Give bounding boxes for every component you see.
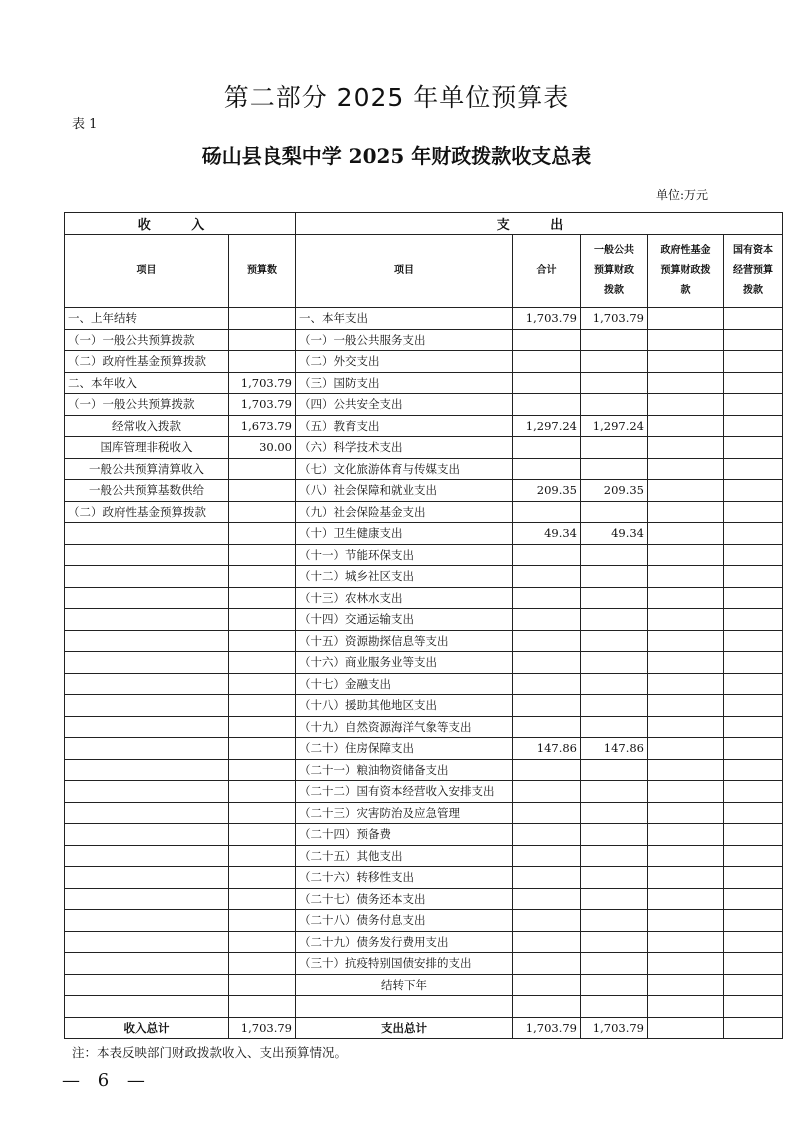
total-cell (513, 716, 581, 738)
income-item-cell: （一）一般公共预算拨款 (65, 394, 229, 416)
col-total: 合计 (513, 235, 581, 308)
general-budget-cell (581, 888, 648, 910)
income-budget-cell (229, 931, 296, 953)
general-budget-cell (581, 824, 648, 846)
table-row (65, 609, 783, 631)
general-budget-cell (581, 802, 648, 824)
table-row (65, 437, 783, 459)
gov-fund-cell (648, 630, 724, 652)
table-row (65, 480, 783, 502)
total-cell (513, 630, 581, 652)
total-cell (513, 824, 581, 846)
income-budget-cell (229, 609, 296, 631)
income-item-cell (65, 953, 229, 975)
total-cell (513, 587, 581, 609)
income-budget-cell (229, 716, 296, 738)
expense-item-cell: （三）国防支出 (296, 372, 513, 394)
income-budget-cell (229, 544, 296, 566)
total-cell (513, 888, 581, 910)
gov-fund-total (648, 1017, 724, 1039)
gov-fund-cell (648, 738, 724, 760)
total-cell (513, 781, 581, 803)
expense-item-cell: （二十八）债务付息支出 (296, 910, 513, 932)
income-budget-cell (229, 888, 296, 910)
expense-item-cell: （二）外交支出 (296, 351, 513, 373)
income-budget-cell (229, 824, 296, 846)
income-item-cell (65, 695, 229, 717)
gov-fund-cell (648, 308, 724, 330)
general-budget-cell (581, 329, 648, 351)
general-budget-cell (581, 953, 648, 975)
gov-fund-cell (648, 480, 724, 502)
state-capital-cell (724, 845, 783, 867)
state-capital-cell (724, 695, 783, 717)
gov-fund-cell (648, 802, 724, 824)
income-item-cell (65, 802, 229, 824)
state-capital-cell (724, 394, 783, 416)
gov-fund-cell (648, 716, 724, 738)
col-general-budget: 一般公共预算财政拨款 (581, 235, 648, 308)
general-budget-cell (581, 372, 648, 394)
expense-item-cell: （十九）自然资源海洋气象等支出 (296, 716, 513, 738)
income-budget-cell (229, 673, 296, 695)
total-cell: 147.86 (513, 738, 581, 760)
table-row (65, 630, 783, 652)
gov-fund-cell (648, 609, 724, 631)
income-item-cell (65, 566, 229, 588)
income-item-cell: 一般公共预算基数供给 (65, 480, 229, 502)
income-item-cell: （二）政府性基金预算拨款 (65, 351, 229, 373)
table-row (65, 996, 783, 1018)
income-budget-cell (229, 781, 296, 803)
state-capital-cell (724, 523, 783, 545)
income-item-cell (65, 824, 229, 846)
gov-fund-cell (648, 523, 724, 545)
income-budget-cell (229, 630, 296, 652)
gov-fund-cell (648, 458, 724, 480)
income-item-cell (65, 781, 229, 803)
state-capital-cell (724, 329, 783, 351)
income-budget-cell (229, 845, 296, 867)
income-budget-cell (229, 996, 296, 1018)
expense-section-header: 支 出 (296, 213, 783, 235)
general-budget-cell: 1,703.79 (581, 308, 648, 330)
total-cell (513, 458, 581, 480)
expense-item-cell: （三十）抗疫特别国债安排的支出 (296, 953, 513, 975)
general-budget-cell: 49.34 (581, 523, 648, 545)
income-budget-cell (229, 910, 296, 932)
gov-fund-cell (648, 953, 724, 975)
expense-item-cell: （十五）资源勘探信息等支出 (296, 630, 513, 652)
total-cell: 49.34 (513, 523, 581, 545)
section-header-row (65, 213, 783, 235)
state-capital-cell (724, 566, 783, 588)
table-row (65, 695, 783, 717)
gov-fund-cell (648, 351, 724, 373)
table-number: 表 1 (72, 117, 98, 132)
general-budget-cell (581, 458, 648, 480)
total-cell (513, 437, 581, 459)
income-budget-cell (229, 351, 296, 373)
general-budget-cell (581, 351, 648, 373)
expense-item-cell: （十）卫生健康支出 (296, 523, 513, 545)
gov-fund-cell (648, 867, 724, 889)
income-item-cell (65, 523, 229, 545)
income-budget-cell (229, 523, 296, 545)
general-budget-cell: 147.86 (581, 738, 648, 760)
state-capital-cell (724, 351, 783, 373)
gov-fund-cell (648, 566, 724, 588)
general-budget-cell (581, 501, 648, 523)
general-budget-cell (581, 566, 648, 588)
income-section-header: 收 入 (65, 213, 296, 235)
expense-item-cell: （十六）商业服务业等支出 (296, 652, 513, 674)
expense-item-cell: （七）文化旅游体育与传媒支出 (296, 458, 513, 480)
expense-item-cell: （二十四）预备费 (296, 824, 513, 846)
expense-item-cell: （八）社会保障和就业支出 (296, 480, 513, 502)
general-budget-cell (581, 652, 648, 674)
total-cell (513, 566, 581, 588)
income-budget-cell (229, 458, 296, 480)
total-cell (513, 953, 581, 975)
table-row (65, 458, 783, 480)
table-row (65, 845, 783, 867)
income-budget-cell: 1,703.79 (229, 372, 296, 394)
general-budget-cell (581, 759, 648, 781)
expense-item-cell: 一、本年支出 (296, 308, 513, 330)
unit-label: 单位:万元 (656, 188, 709, 202)
state-capital-cell (724, 501, 783, 523)
income-item-cell (65, 996, 229, 1018)
general-budget-cell (581, 630, 648, 652)
state-capital-cell (724, 630, 783, 652)
general-budget-cell (581, 996, 648, 1018)
general-budget-cell (581, 587, 648, 609)
income-budget-cell (229, 802, 296, 824)
gov-fund-cell (648, 673, 724, 695)
state-capital-total (724, 1017, 783, 1039)
table-row (65, 652, 783, 674)
income-budget-cell (229, 587, 296, 609)
income-budget-cell (229, 480, 296, 502)
state-capital-cell (724, 609, 783, 631)
total-cell (513, 845, 581, 867)
income-item-cell: 一般公共预算清算收入 (65, 458, 229, 480)
col-expense-item: 项目 (296, 235, 513, 308)
table-row (65, 931, 783, 953)
state-capital-cell (724, 372, 783, 394)
expense-item-cell: （十一）节能环保支出 (296, 544, 513, 566)
income-budget-cell (229, 501, 296, 523)
table-row (65, 910, 783, 932)
general-budget-cell (581, 695, 648, 717)
income-budget-cell: 1,703.79 (229, 394, 296, 416)
total-cell (513, 673, 581, 695)
table-title: 砀山县良梨中学 2025 年财政拨款收支总表 (201, 144, 592, 168)
state-capital-cell (724, 587, 783, 609)
table-row (65, 415, 783, 437)
expense-item-cell: （九）社会保险基金支出 (296, 501, 513, 523)
income-total-value: 1,703.79 (229, 1017, 296, 1039)
total-cell: 1,703.79 (513, 308, 581, 330)
expense-item-cell: （二十三）灾害防治及应急管理 (296, 802, 513, 824)
col-income-budget: 预算数 (229, 235, 296, 308)
income-budget-cell (229, 652, 296, 674)
gov-fund-cell (648, 910, 724, 932)
total-cell (513, 867, 581, 889)
table-row (65, 394, 783, 416)
gov-fund-cell (648, 845, 724, 867)
income-item-cell (65, 544, 229, 566)
general-budget-cell (581, 781, 648, 803)
expense-item-cell: （四）公共安全支出 (296, 394, 513, 416)
income-item-cell (65, 738, 229, 760)
state-capital-cell (724, 544, 783, 566)
gov-fund-cell (648, 437, 724, 459)
income-item-cell (65, 673, 229, 695)
income-budget-cell (229, 329, 296, 351)
table-row (65, 329, 783, 351)
table-row (65, 888, 783, 910)
expense-item-cell: （二十九）债务发行费用支出 (296, 931, 513, 953)
total-cell: 1,297.24 (513, 415, 581, 437)
state-capital-cell (724, 931, 783, 953)
gov-fund-cell (648, 587, 724, 609)
expense-item-cell: （十七）金融支出 (296, 673, 513, 695)
table-row (65, 566, 783, 588)
table-row (65, 501, 783, 523)
state-capital-cell (724, 480, 783, 502)
expense-item-cell: （二十）住房保障支出 (296, 738, 513, 760)
total-cell (513, 910, 581, 932)
general-budget-total: 1,703.79 (581, 1017, 648, 1039)
gov-fund-cell (648, 329, 724, 351)
total-cell (513, 996, 581, 1018)
expense-item-cell: （六）科学技术支出 (296, 437, 513, 459)
budget-table (64, 212, 783, 1039)
total-cell (513, 695, 581, 717)
gov-fund-cell (648, 544, 724, 566)
general-budget-cell (581, 673, 648, 695)
income-item-cell: 二、本年收入 (65, 372, 229, 394)
total-cell (513, 931, 581, 953)
income-item-cell (65, 974, 229, 996)
table-row (65, 523, 783, 545)
general-budget-cell (581, 609, 648, 631)
income-budget-cell (229, 566, 296, 588)
general-budget-cell (581, 716, 648, 738)
gov-fund-cell (648, 931, 724, 953)
general-budget-cell (581, 544, 648, 566)
total-cell (513, 372, 581, 394)
total-cell (513, 544, 581, 566)
income-budget-cell (229, 308, 296, 330)
total-cell (513, 394, 581, 416)
table-row (65, 824, 783, 846)
page-title: 第二部分 2025 年单位预算表 (223, 83, 570, 112)
state-capital-cell (724, 910, 783, 932)
col-gov-fund: 政府性基金预算财政拨款 (648, 235, 724, 308)
income-item-cell (65, 652, 229, 674)
state-capital-cell (724, 652, 783, 674)
gov-fund-cell (648, 759, 724, 781)
general-budget-cell: 209.35 (581, 480, 648, 502)
total-cell (513, 802, 581, 824)
total-cell (513, 759, 581, 781)
col-state-capital: 国有资本经营预算拨款 (724, 235, 783, 308)
expense-item-cell: （二十五）其他支出 (296, 845, 513, 867)
general-budget-cell (581, 910, 648, 932)
income-item-cell (65, 867, 229, 889)
expense-total-label: 支出总计 (296, 1017, 513, 1039)
gov-fund-cell (648, 695, 724, 717)
gov-fund-cell (648, 394, 724, 416)
state-capital-cell (724, 437, 783, 459)
general-budget-cell (581, 845, 648, 867)
income-item-cell (65, 630, 229, 652)
expense-item-cell: 结转下年 (296, 974, 513, 996)
table-row (65, 974, 783, 996)
table-row (65, 351, 783, 373)
state-capital-cell (724, 996, 783, 1018)
general-budget-cell: 1,297.24 (581, 415, 648, 437)
total-cell (513, 609, 581, 631)
gov-fund-cell (648, 501, 724, 523)
income-budget-cell (229, 695, 296, 717)
general-budget-cell (581, 974, 648, 996)
state-capital-cell (724, 888, 783, 910)
table-row (65, 372, 783, 394)
income-budget-cell (229, 759, 296, 781)
income-item-cell: 经常收入拨款 (65, 415, 229, 437)
income-budget-cell: 1,673.79 (229, 415, 296, 437)
income-item-cell (65, 910, 229, 932)
table-row (65, 953, 783, 975)
state-capital-cell (724, 458, 783, 480)
table-row (65, 716, 783, 738)
table-row (65, 781, 783, 803)
income-total-label: 收入总计 (65, 1017, 229, 1039)
income-budget-cell (229, 738, 296, 760)
total-cell: 209.35 (513, 480, 581, 502)
gov-fund-cell (648, 888, 724, 910)
col-income-item: 项目 (65, 235, 229, 308)
expense-item-cell: （五）教育支出 (296, 415, 513, 437)
table-body (65, 213, 783, 1039)
expense-item-cell: （一）一般公共服务支出 (296, 329, 513, 351)
gov-fund-cell (648, 415, 724, 437)
income-item-cell: 国库管理非税收入 (65, 437, 229, 459)
income-item-cell (65, 609, 229, 631)
income-budget-cell (229, 953, 296, 975)
table-row (65, 673, 783, 695)
general-budget-cell (581, 394, 648, 416)
state-capital-cell (724, 802, 783, 824)
income-item-cell (65, 587, 229, 609)
table-note: 注：本表反映部门财政拨款收入、支出预算情况。 (72, 1045, 348, 1060)
income-budget-cell (229, 867, 296, 889)
gov-fund-cell (648, 372, 724, 394)
income-item-cell: （二）政府性基金预算拨款 (65, 501, 229, 523)
general-budget-cell (581, 931, 648, 953)
state-capital-cell (724, 738, 783, 760)
expense-item-cell: （十四）交通运输支出 (296, 609, 513, 631)
expense-item-cell (296, 996, 513, 1018)
income-budget-cell: 30.00 (229, 437, 296, 459)
state-capital-cell (724, 974, 783, 996)
table-row (65, 544, 783, 566)
table-row (65, 867, 783, 889)
table-row (65, 308, 783, 330)
expense-item-cell: （二十二）国有资本经营收入安排支出 (296, 781, 513, 803)
income-budget-cell (229, 974, 296, 996)
table-row (65, 587, 783, 609)
gov-fund-cell (648, 824, 724, 846)
table-row (65, 802, 783, 824)
expense-item-cell: （二十一）粮油物资储备支出 (296, 759, 513, 781)
income-item-cell (65, 759, 229, 781)
total-cell (513, 329, 581, 351)
total-cell (513, 501, 581, 523)
state-capital-cell (724, 716, 783, 738)
table-row (65, 759, 783, 781)
total-row (65, 1017, 783, 1039)
gov-fund-cell (648, 974, 724, 996)
income-item-cell (65, 888, 229, 910)
income-item-cell: （一）一般公共预算拨款 (65, 329, 229, 351)
income-item-cell: 一、上年结转 (65, 308, 229, 330)
state-capital-cell (724, 824, 783, 846)
income-item-cell (65, 716, 229, 738)
state-capital-cell (724, 415, 783, 437)
state-capital-cell (724, 867, 783, 889)
income-item-cell (65, 931, 229, 953)
general-budget-cell (581, 437, 648, 459)
page-number: — 6 — (62, 1070, 151, 1091)
gov-fund-cell (648, 652, 724, 674)
expense-total-value: 1,703.79 (513, 1017, 581, 1039)
total-cell (513, 974, 581, 996)
expense-item-cell: （十八）援助其他地区支出 (296, 695, 513, 717)
expense-item-cell: （二十六）转移性支出 (296, 867, 513, 889)
income-item-cell (65, 845, 229, 867)
expense-item-cell: （十三）农林水支出 (296, 587, 513, 609)
state-capital-cell (724, 673, 783, 695)
expense-item-cell: （二十七）债务还本支出 (296, 888, 513, 910)
state-capital-cell (724, 308, 783, 330)
total-cell (513, 652, 581, 674)
column-header-row (65, 235, 783, 308)
gov-fund-cell (648, 781, 724, 803)
state-capital-cell (724, 781, 783, 803)
table-row (65, 738, 783, 760)
general-budget-cell (581, 867, 648, 889)
expense-item-cell: （十二）城乡社区支出 (296, 566, 513, 588)
state-capital-cell (724, 953, 783, 975)
gov-fund-cell (648, 996, 724, 1018)
total-cell (513, 351, 581, 373)
state-capital-cell (724, 759, 783, 781)
